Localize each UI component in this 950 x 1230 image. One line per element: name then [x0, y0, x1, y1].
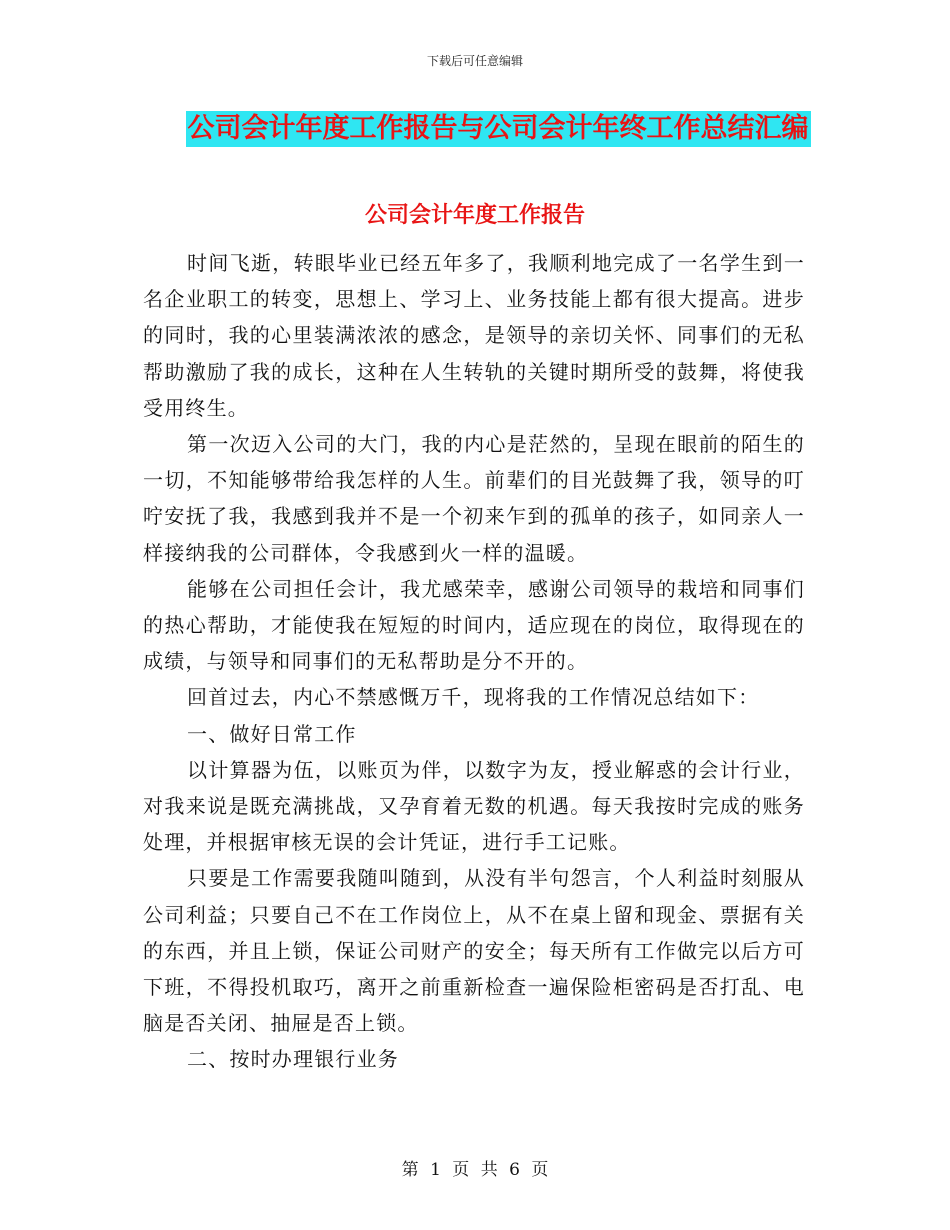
document-main-title: 公司会计年度工作报告与公司会计年终工作总结汇编: [186, 111, 811, 147]
page-footer-number: 第 1 页 共 6 页: [401, 1160, 549, 1180]
page-header-note: 下载后可任意编辑: [426, 54, 523, 68]
paragraph: 回首过去，内心不禁感慨万千，现将我的工作情况总结如下：: [187, 685, 760, 710]
section-heading-bank-business: 二、按时办理银行业务: [187, 1047, 399, 1072]
main-title-container: [0, 111, 950, 147]
paragraph: 能够在公司担任会计，我尤感荣幸，感谢公司领导的栽培和同事们的热心帮助，才能使我在短短的时间内，适应现在的岗位，取得现在的成绩，与领导和同事们的无私帮助是分不开的。: [143, 576, 805, 674]
paragraph: 第一次迈入公司的大门，我的内心是茫然的，呈现在眼前的陌生的一切，不知能够带给我怎样的人生。前辈们的目光鼓舞了我，领导的叮咛安抚了我，我感到我并不是一个初来乍到的孤单的孩子，如同亲人一样接纳我的公司群体，令我感到火一样的温暖。: [143, 432, 805, 565]
document-body: [143, 245, 805, 1078]
section-title: 公司会计年度工作报告: [364, 203, 585, 228]
paragraph: 只要是工作需要我随叫随到，从没有半句怨言，个人利益时刻服从公司利益；只要自己不在工作岗位上，从不在桌上留和现金、票据有关的东西，并且上锁，保证公司财产的安全；每天所有工作做完以后方可下班，不得投机取巧，离开之前重新检查一遍保险柜密码是否打乱、电脑是否关闭、抽屉是否上锁。: [143, 866, 805, 1036]
paragraph: 以计算器为伍，以账页为伴，以数字为友，授业解惑的会计行业，对我来说是既充满挑战，又孕育着无数的机遇。每天我按时完成的账务处理，并根据审核无误的会计凭证，进行手工记账。: [143, 757, 805, 855]
paragraph: 时间飞逝，转眼毕业已经五年多了，我顺利地完成了一名学生到一名企业职工的转变，思想上、学习上、业务技能上都有很大提高。进步的同时，我的心里装满浓浓的感念，是领导的亲切关怀、同事们的无私帮助激励了我的成长，这种在人生转轨的关键时期所受的鼓舞，将使我受用终生。: [143, 251, 805, 420]
section-heading-daily-work: 一、做好日常工作: [187, 721, 357, 746]
